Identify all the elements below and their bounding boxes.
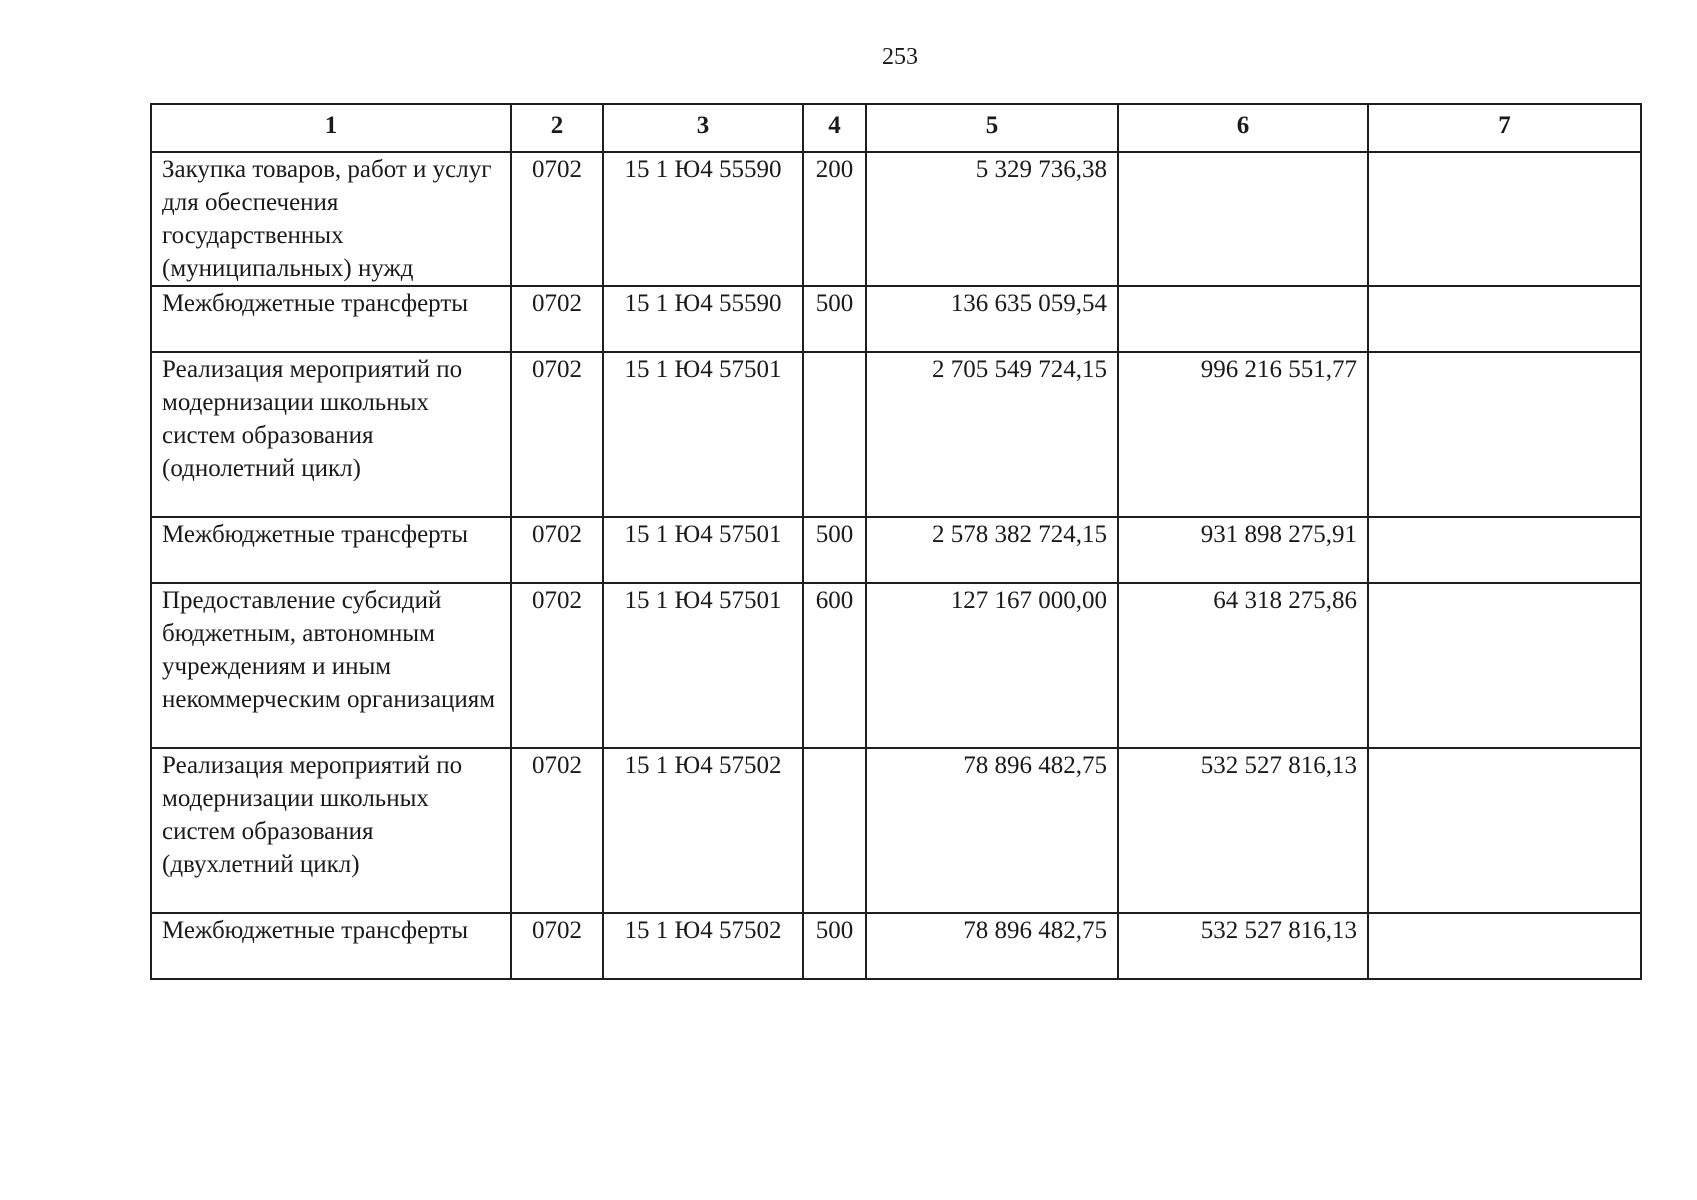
section-code: 0702 bbox=[511, 748, 603, 913]
section-code: 0702 bbox=[511, 152, 603, 286]
amount-col-5: 78 896 482,75 bbox=[866, 748, 1118, 913]
amount-col-7 bbox=[1368, 286, 1641, 352]
column-header-1: 1 bbox=[151, 104, 511, 152]
column-header-5: 5 bbox=[866, 104, 1118, 152]
amount-col-5: 78 896 482,75 bbox=[866, 913, 1118, 979]
target-article: 15 1 Ю4 55590 bbox=[603, 152, 803, 286]
table-row bbox=[151, 748, 1641, 913]
target-article: 15 1 Ю4 57502 bbox=[603, 748, 803, 913]
column-header-2: 2 bbox=[511, 104, 603, 152]
column-header-4: 4 bbox=[803, 104, 866, 152]
section-code: 0702 bbox=[511, 913, 603, 979]
expense-type bbox=[803, 748, 866, 913]
column-header-3: 3 bbox=[603, 104, 803, 152]
column-header-7: 7 bbox=[1368, 104, 1641, 152]
amount-col-5: 2 578 382 724,15 bbox=[866, 517, 1118, 583]
column-header-6: 6 bbox=[1118, 104, 1368, 152]
row-description: Реализация мероприятий по модернизации школьных систем образования (двухлетний цикл) bbox=[151, 748, 511, 913]
target-article: 15 1 Ю4 57502 bbox=[603, 913, 803, 979]
target-article: 15 1 Ю4 57501 bbox=[603, 352, 803, 517]
amount-col-7 bbox=[1368, 352, 1641, 517]
row-description: Межбюджетные трансферты bbox=[151, 286, 511, 352]
table-row bbox=[151, 913, 1641, 979]
amount-col-7 bbox=[1368, 517, 1641, 583]
table-row bbox=[151, 286, 1641, 352]
header-row bbox=[151, 104, 1641, 152]
amount-col-6 bbox=[1118, 152, 1368, 286]
target-article: 15 1 Ю4 57501 bbox=[603, 583, 803, 748]
table-row bbox=[151, 152, 1641, 286]
section-code: 0702 bbox=[511, 352, 603, 517]
expense-type: 500 bbox=[803, 286, 866, 352]
row-description: Предоставление субсидий бюджетным, автономным учреждениям и иным некоммерческим организациям bbox=[151, 583, 511, 748]
expense-type: 500 bbox=[803, 913, 866, 979]
expense-type: 600 bbox=[803, 583, 866, 748]
amount-col-5: 5 329 736,38 bbox=[866, 152, 1118, 286]
amount-col-5: 136 635 059,54 bbox=[866, 286, 1118, 352]
section-code: 0702 bbox=[511, 517, 603, 583]
amount-col-7 bbox=[1368, 152, 1641, 286]
expense-type: 200 bbox=[803, 152, 866, 286]
amount-col-6: 532 527 816,13 bbox=[1118, 913, 1368, 979]
expense-type bbox=[803, 352, 866, 517]
amount-col-7 bbox=[1368, 913, 1641, 979]
expense-type: 500 bbox=[803, 517, 866, 583]
section-code: 0702 bbox=[511, 286, 603, 352]
row-description: Межбюджетные трансферты bbox=[151, 517, 511, 583]
table-row bbox=[151, 517, 1641, 583]
amount-col-6: 996 216 551,77 bbox=[1118, 352, 1368, 517]
amount-col-7 bbox=[1368, 748, 1641, 913]
table-row bbox=[151, 583, 1641, 748]
budget-table bbox=[150, 103, 1642, 980]
page-number: 253 bbox=[882, 44, 918, 70]
table-row bbox=[151, 352, 1641, 517]
amount-col-6: 532 527 816,13 bbox=[1118, 748, 1368, 913]
amount-col-6: 64 318 275,86 bbox=[1118, 583, 1368, 748]
amount-col-6 bbox=[1118, 286, 1368, 352]
amount-col-6: 931 898 275,91 bbox=[1118, 517, 1368, 583]
row-description: Межбюджетные трансферты bbox=[151, 913, 511, 979]
target-article: 15 1 Ю4 57501 bbox=[603, 517, 803, 583]
row-description: Реализация мероприятий по модернизации школьных систем образования (однолетний цикл) bbox=[151, 352, 511, 517]
amount-col-5: 2 705 549 724,15 bbox=[866, 352, 1118, 517]
row-description: Закупка товаров, работ и услуг для обеспечения государственных (муниципальных) нужд bbox=[151, 152, 511, 286]
amount-col-5: 127 167 000,00 bbox=[866, 583, 1118, 748]
section-code: 0702 bbox=[511, 583, 603, 748]
target-article: 15 1 Ю4 55590 bbox=[603, 286, 803, 352]
amount-col-7 bbox=[1368, 583, 1641, 748]
